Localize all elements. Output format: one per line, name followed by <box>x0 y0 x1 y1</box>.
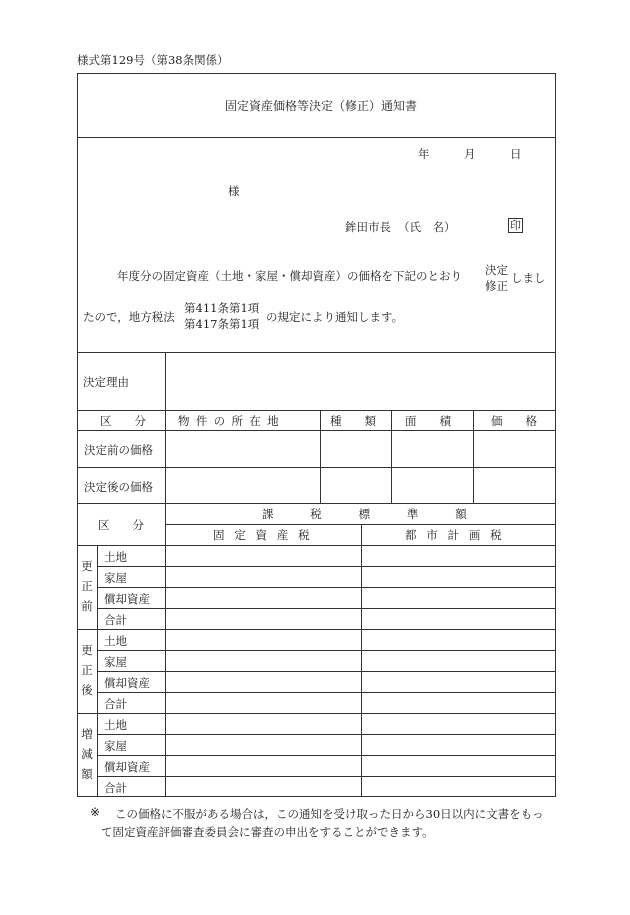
body-line1: 年度分の固定資産（土地・家屋・償却資産）の価格を下記のとおり <box>117 269 462 283</box>
body-line1-end: しまし <box>511 271 546 285</box>
body-line2-start: たので，地方税法 <box>83 310 175 324</box>
tax-sub-city: 都市計画税 <box>405 528 512 542</box>
group-label-before: 更正前 <box>81 559 93 613</box>
price-header-type: 種 類 <box>330 414 376 428</box>
addressee-suffix: 様 <box>228 184 240 198</box>
reason-label: 決定理由 <box>83 375 129 389</box>
form-number: 様式第129号（第38条関係） <box>77 53 229 67</box>
date-year: 年 <box>418 147 430 161</box>
choice-correction: 修正 <box>485 279 508 293</box>
price-header-price: 価 格 <box>491 414 537 428</box>
note-line1: この価格に不服がある場合は，この通知を受け取った日から30日以内に文書をもっ <box>115 807 544 821</box>
choice-decision: 決定 <box>485 263 508 277</box>
price-row-before: 決定前の価格 <box>84 443 153 457</box>
date-day: 日 <box>510 147 522 161</box>
body-line2-end: の規定により通知します。 <box>266 310 404 324</box>
tax-item: 土地 <box>104 634 127 648</box>
date-month: 月 <box>464 147 476 161</box>
price-header-category: 区 分 <box>100 414 146 428</box>
tax-item: 家屋 <box>104 655 127 669</box>
tax-item: 合計 <box>104 697 127 711</box>
issuer-name: 鉾田市長 <box>345 220 391 234</box>
note-line2: て固定資産評価審査委員会に審査の申出をすることができます。 <box>101 825 434 839</box>
article-411: 第411条第1項 <box>184 301 260 315</box>
tax-item: 償却資産 <box>104 676 150 690</box>
note-mark: ※ <box>90 805 101 819</box>
price-row-after: 決定後の価格 <box>84 480 153 494</box>
tax-sub-fixed: 固定資産税 <box>213 528 320 542</box>
tax-item: 家屋 <box>104 739 127 753</box>
issuer-name-field: （氏 名） <box>398 220 456 234</box>
tax-item: 償却資産 <box>104 760 150 774</box>
group-label-after: 更正後 <box>81 643 93 697</box>
tax-item: 償却資産 <box>104 592 150 606</box>
article-417: 第417条第1項 <box>184 317 260 331</box>
tax-standard-header: 課税標準額 <box>262 507 504 521</box>
form-title: 固定資産価格等決定（修正）通知書 <box>225 99 418 113</box>
tax-item: 家屋 <box>104 571 127 585</box>
price-header-location: 物件の所在地 <box>178 414 285 428</box>
seal-mark: 印 <box>510 219 521 232</box>
tax-category-label: 区 分 <box>98 518 144 532</box>
price-header-area: 面 積 <box>405 414 451 428</box>
group-label-change: 増減額 <box>81 727 93 781</box>
tax-item: 合計 <box>104 613 127 627</box>
tax-item: 土地 <box>104 718 127 732</box>
tax-item: 合計 <box>104 781 127 795</box>
tax-item: 土地 <box>104 550 127 564</box>
